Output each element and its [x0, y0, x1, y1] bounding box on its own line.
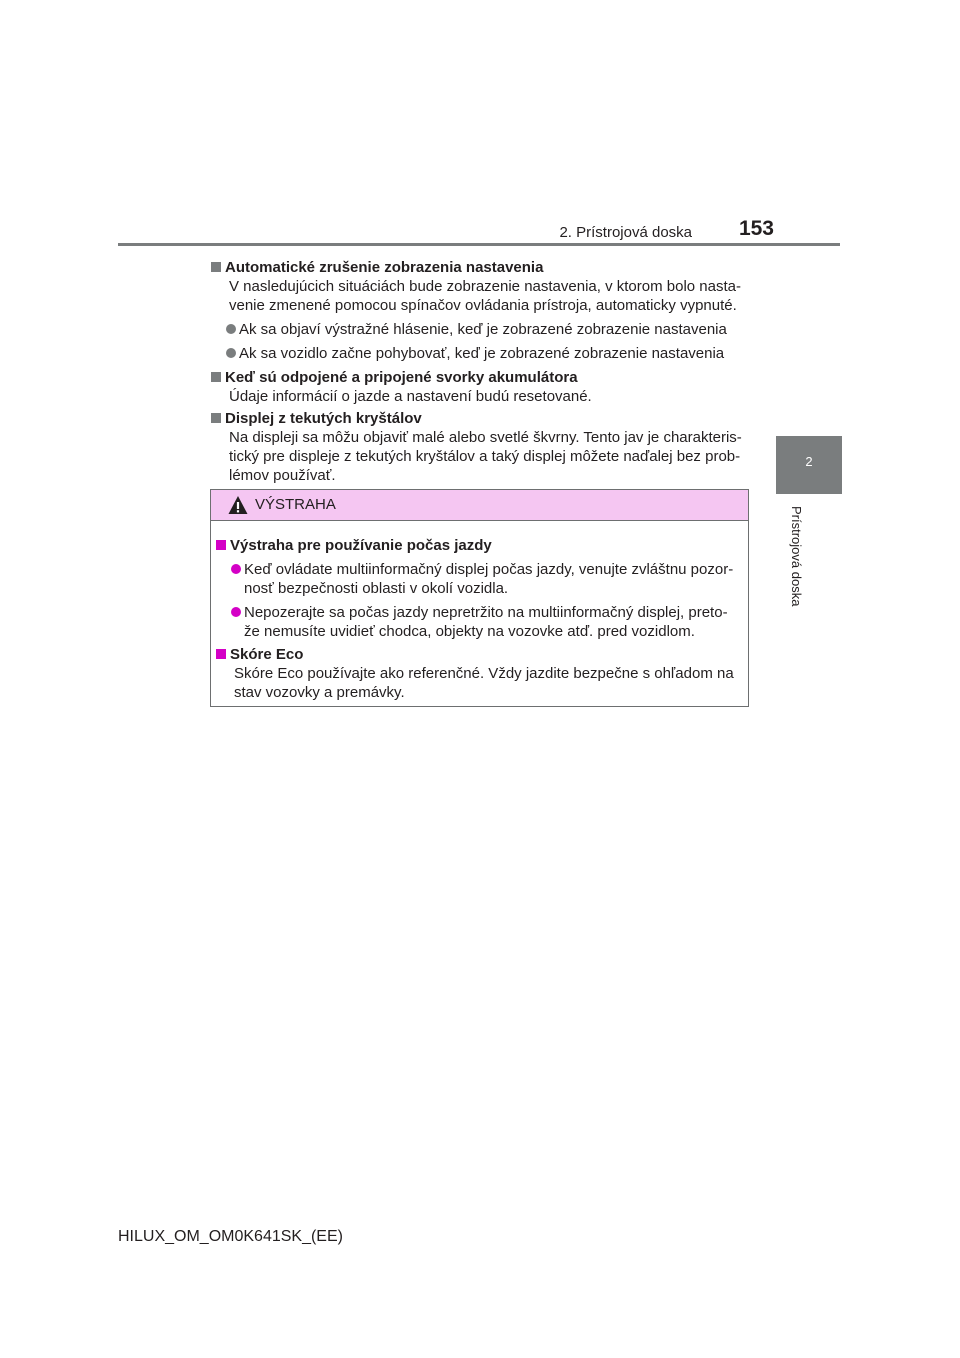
- warning-heading: Výstraha pre používanie počas jazdy: [215, 536, 745, 555]
- circle-bullet-icon: [231, 607, 241, 617]
- section-heading: Keď sú odpojené a pripojené svorky akumulátora: [210, 368, 750, 387]
- warning-title: VÝSTRAHA: [255, 496, 336, 513]
- warning-body: [211, 521, 745, 702]
- list-item: Ak sa objaví výstražné hlásenie, keď je zobrazené zobrazenie nastavenia: [210, 320, 750, 339]
- circle-bullet-icon: [226, 348, 236, 358]
- square-bullet-icon: [211, 372, 221, 382]
- chapter-number: 2: [805, 454, 813, 469]
- circle-bullet-icon: [226, 324, 236, 334]
- square-bullet-icon: [216, 540, 226, 550]
- warning-header: [211, 490, 748, 521]
- main-content: [210, 255, 750, 485]
- chapter-title: Prístrojová doska: [789, 506, 804, 607]
- paragraph: Údaje informácií o jazde a nastavení budú resetované.: [229, 388, 592, 405]
- warning-box: [210, 489, 749, 707]
- page-header: [118, 214, 840, 246]
- circle-bullet-icon: [231, 564, 241, 574]
- chapter-label: [784, 506, 804, 616]
- warning-triangle-icon: [228, 495, 248, 515]
- warning-heading: Skóre Eco: [215, 645, 745, 664]
- paragraph: Na displeji sa môžu objaviť malé alebo svetlé škvrny. Tento jav je charakteris- tický pre displeje z tekutých kryštálov a taký displej môžete naďalej bez prob- lémov používať.: [229, 429, 742, 484]
- section-heading: Displej z tekutých kryštálov: [210, 409, 750, 428]
- square-bullet-icon: [216, 649, 226, 659]
- list-item: Keď ovládate multiinformačný displej počas jazdy, venujte zvláštnu pozor- nosť bezpečnosti oblasti v okolí vozidla.: [215, 560, 745, 598]
- paragraph: V nasledujúcich situáciách bude zobrazenie nastavenia, v ktorom bolo nasta- venie zmenené pomocou spínačov ovládania prístroja, automaticky vypnuté.: [229, 278, 741, 314]
- document-code: HILUX_OM_OM0K641SK_(EE): [118, 1228, 343, 1245]
- list-item: Ak sa vozidlo začne pohybovať, keď je zobrazené zobrazenie nastavenia: [210, 344, 750, 363]
- square-bullet-icon: [211, 262, 221, 272]
- paragraph: Skóre Eco používajte ako referenčné. Vždy jazdite bezpečne s ohľadom na stav vozovky a premávky.: [234, 665, 734, 701]
- square-bullet-icon: [211, 413, 221, 423]
- section-title: 2. Prístrojová doska: [559, 224, 692, 241]
- page-number: 153: [738, 217, 774, 240]
- header-rule: [118, 243, 840, 246]
- chapter-tab: [776, 436, 842, 494]
- section-heading: Automatické zrušenie zobrazenia nastavenia: [210, 258, 750, 277]
- list-item: Nepozerajte sa počas jazdy nepretržito na multiinformačný displej, preto- že nemusíte uvidieť chodca, objekty na vozovke atď. pred vozidlom.: [215, 603, 745, 641]
